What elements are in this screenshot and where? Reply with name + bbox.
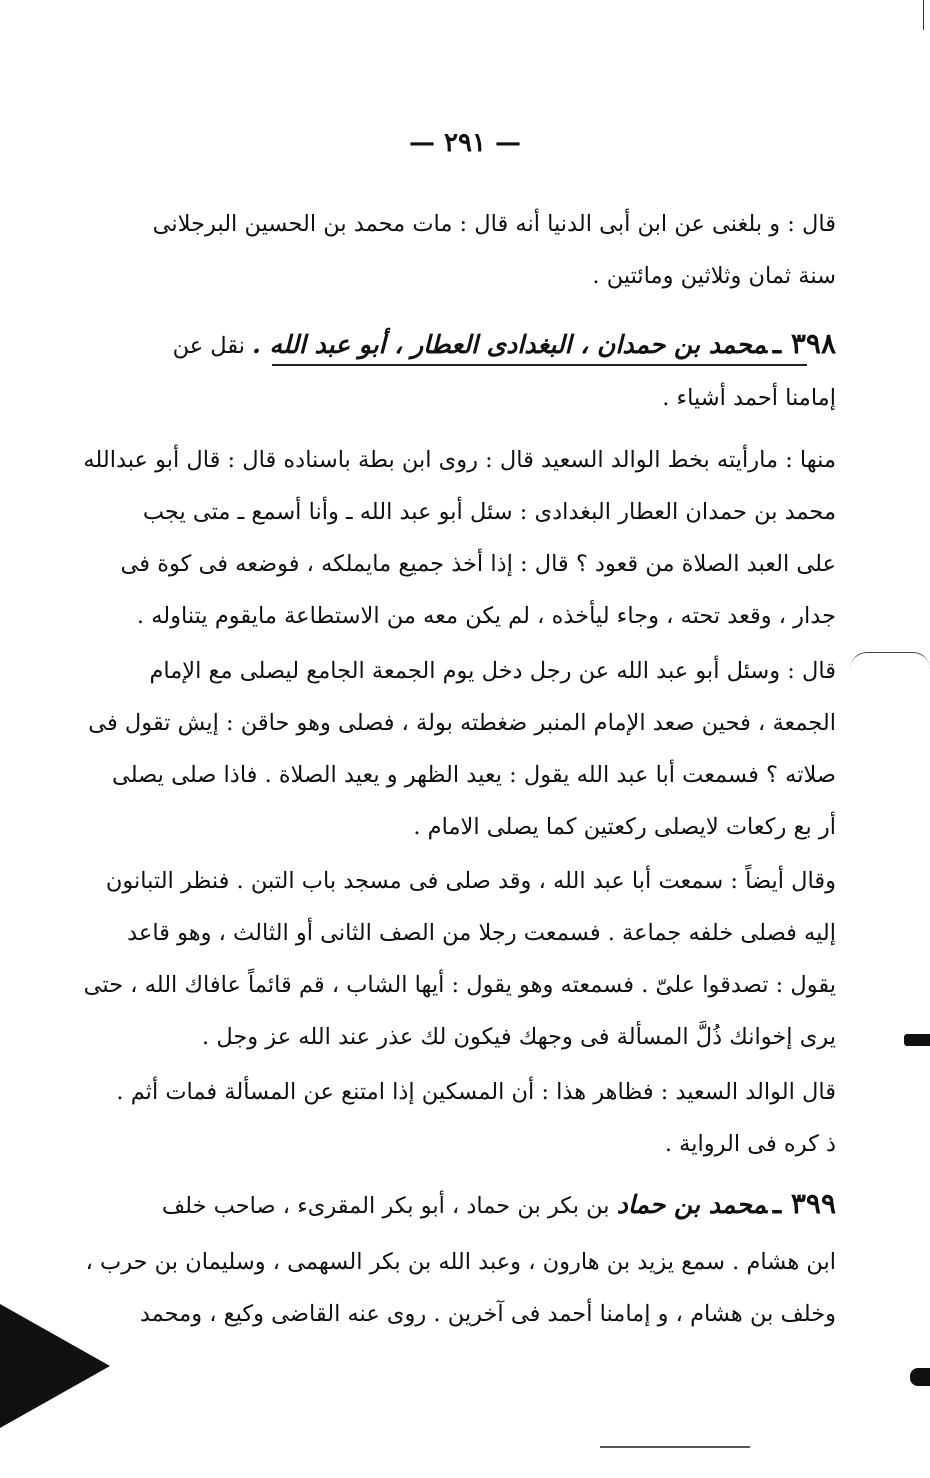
- paragraph-3: [83, 434, 836, 642]
- paragraph-6: [116, 1066, 836, 1170]
- entry-398-rest: نقل عن: [172, 333, 245, 359]
- entry-398-title: [252, 327, 836, 360]
- text-line: قال الوالد السعيد : فظاهر هذا : أن المسكين إذا امتنع عن المسألة فمات أثم .: [116, 1079, 836, 1105]
- text-line: ابن هشام . سمع يزيد بن هارون ، وعبد الله بن بكر السهمى ، وسليمان بن حرب ،: [85, 1249, 836, 1275]
- text-line: سنة ثمان وثلاثين ومائتين .: [592, 263, 836, 289]
- text-line: ذ كره فى الرواية .: [664, 1131, 836, 1157]
- text-line: قال : و بلغنى عن ابن أبى الدنيا أنه قال : مات محمد بن الحسين البرجلانى: [152, 211, 836, 237]
- text-line: محمد بن حمدان العطار البغدادى : سئل أبو عبد الله ـ وأنا أسمع ـ متى يجب: [142, 499, 836, 525]
- text-line: يقول : تصدقوا علىّ . فسمعته وهو يقول : أيها الشاب ، قم قائماً عافاك الله ، حتى: [83, 972, 836, 998]
- text-line: الجمعة ، فحين صعد الإمام المنبر ضغطته بولة ، فصلى وهو حاقن : إيش تقول فى: [88, 710, 836, 736]
- paragraph-7: [85, 1236, 836, 1340]
- text-line: جدار ، وقعد تحته ، وجاء ليأخذه ، لم يكن معه من الاستطاعة مايقوم يتناوله .: [136, 603, 836, 629]
- page-number: — ٢٩١ —: [408, 128, 522, 158]
- margin-sweep-mark: [850, 652, 930, 669]
- paragraph-1: [152, 198, 836, 302]
- entry-399-heading: [161, 1178, 836, 1232]
- margin-ink-blot: [910, 1368, 930, 1386]
- paragraph-2: [188, 372, 836, 424]
- paragraph-5: [83, 855, 836, 1063]
- page-corner-mark: [923, 0, 930, 30]
- paragraph-4: [88, 645, 836, 853]
- text-line: صلاته ؟ فسمعت أبا عبد الله يقول : يعيد الظهر و يعيد الصلاة . فاذا صلى يصلى: [111, 762, 836, 788]
- text-line: وقال أيضاً : سمعت أبا عبد الله ، وقد صلى فى مسجد باب التبن . فنظر التبانون: [105, 868, 836, 894]
- text-line: يرى إخوانك ذُلَّ المسألة فى وجهك فيكون لك عذر عند الله عز وجل .: [202, 1024, 836, 1050]
- text-line: قال : وسئل أبو عبد الله عن رجل دخل يوم الجمعة الجامع ليصلى مع الإمام: [149, 658, 836, 684]
- entry-399-rest: بن بكر بن حماد ، أبو بكر المقرىء ، صاحب خلف: [161, 1193, 610, 1219]
- text-line: وخلف بن هشام ، و إمامنا أحمد فى آخرين . روى عنه القاضى وكيع ، ومحمد: [139, 1301, 836, 1327]
- entry-399-name: محمد بن حماد: [616, 1190, 767, 1219]
- entry-398-number: ٣٩٨ ـ: [772, 327, 836, 360]
- entry-399-number: ٣٩٩ ـ: [772, 1187, 836, 1220]
- text-line: إمامنا أحمد أشياء .: [662, 385, 836, 411]
- text-line: إليه فصلى خلفه جماعة . فسمعت رجلا من الصف الثانى أو الثالث ، وهو قاعد: [127, 920, 836, 946]
- entry-399-title: [616, 1187, 836, 1220]
- margin-ink-mark: [904, 1034, 930, 1046]
- text-line: على العبد الصلاة من قعود ؟ قال : إذا أخذ جميع مايملكه ، فوضعه فى كوة فى: [120, 551, 836, 577]
- bottom-rule: [600, 1446, 750, 1448]
- entry-398-underline: [272, 364, 807, 366]
- entry-398-name: محمد بن حمدان ، البغدادى العطار ، أبو عبد الله .: [252, 330, 767, 359]
- text-line: أر بع ركعات لايصلى ركعتين كما يصلى الامام .: [413, 814, 836, 840]
- text-line: منها : مارأيته بخط الوالد السعيد قال : روى ابن بطة باسناده قال : قال أبو عبدالله: [83, 447, 836, 473]
- page-corner-triangle: [0, 1304, 110, 1428]
